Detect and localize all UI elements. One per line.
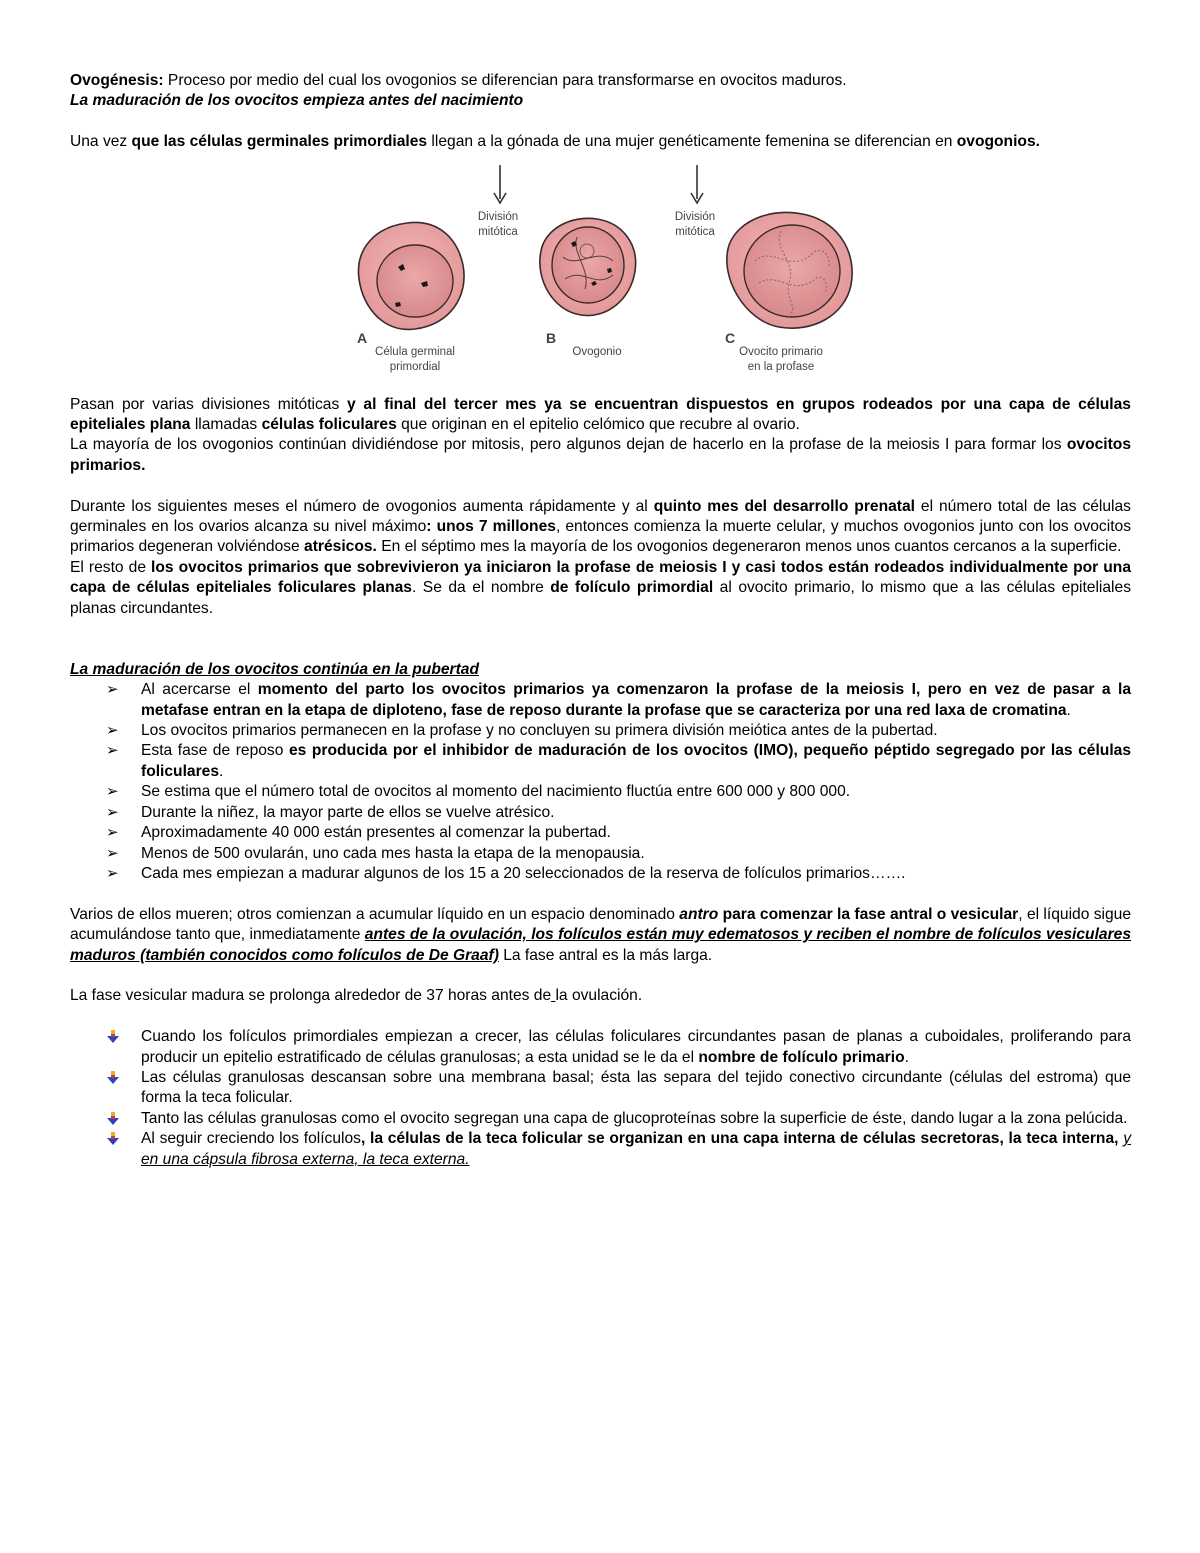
cell-b-oogonium bbox=[540, 218, 636, 358]
arrow-1-label-2: mitótica bbox=[478, 225, 518, 238]
cell-a-primordial-germ-cell bbox=[357, 222, 464, 373]
bold-text: ovogonios. bbox=[956, 133, 1040, 151]
bold-text: : unos 7 millones bbox=[426, 518, 556, 536]
arrow-bullet-icon: ➢ bbox=[106, 681, 119, 699]
text: el número total de las células germinales en los ovarios alcanza su nivel máximo bbox=[70, 497, 1131, 536]
paragraph-7 bbox=[70, 986, 1131, 1006]
arrow-2-label-1: División bbox=[674, 210, 716, 223]
text: Durante la niñez, la mayor parte de ellos se vuelve atrésico. bbox=[141, 803, 555, 821]
document-content bbox=[70, 71, 1131, 1170]
list-item bbox=[70, 1109, 1131, 1129]
cell-c-label-1: Ovocito primario bbox=[739, 345, 823, 358]
text: Pasan por varias divisiones mitóticas bbox=[70, 395, 347, 413]
intro-subtitle-line bbox=[70, 91, 1131, 111]
text: la ovulación. bbox=[555, 987, 643, 1005]
bold-text: ovocitos primarios. bbox=[70, 436, 1131, 474]
text: En el séptimo mes la mayoría de los ovogonios degeneraron menos unos cuantos cercanos a la superficie. bbox=[376, 538, 1122, 556]
text: . bbox=[219, 762, 224, 780]
italic-underlined-text: y en una cápsula fibrosa externa, la teca externa. bbox=[141, 1130, 1131, 1168]
text: La fase bbox=[498, 946, 555, 964]
arrow-bullet-icon: ➢ bbox=[106, 722, 119, 740]
text: que originan en el epitelio celómico que recubre al ovario. bbox=[396, 416, 800, 434]
list-item bbox=[70, 741, 1131, 782]
arrow-bullet-icon: ➢ bbox=[106, 803, 119, 821]
text: Una vez bbox=[70, 133, 132, 151]
cell-c-letter: C bbox=[725, 329, 736, 346]
list-item bbox=[70, 844, 1131, 864]
bold-italic-underlined-text: antes de la ovulación, los folículos están muy edematosos y reciben el nombre de folículos vesiculares maduros (también conocidos como folículos de De Graaf) bbox=[70, 926, 1131, 964]
list-item bbox=[70, 721, 1131, 741]
text: Se estima que el número total de ovocitos al momento del nacimiento fluctúa entre 600 000 y 800 000. bbox=[141, 783, 851, 801]
cell-a-label-1: Célula germinal bbox=[375, 345, 455, 358]
list-item bbox=[70, 1068, 1131, 1109]
text: Cada mes empiezan a madurar algunos de los 15 a 20 seleccionados de la reserva de folículos primarios……. bbox=[141, 864, 906, 882]
text: . Se da el nombre bbox=[411, 579, 551, 597]
text: El resto de bbox=[70, 558, 152, 576]
arrow-down-bullet-icon bbox=[106, 1030, 120, 1044]
intro-subtitle: La maduración de los ovocitos empieza antes del nacimiento bbox=[70, 92, 524, 110]
text: . bbox=[904, 1048, 909, 1066]
arrow-down-bullet-icon bbox=[106, 1071, 120, 1085]
arrow-down-bullet-icon bbox=[106, 1112, 120, 1126]
section-2-heading: La maduración de los ovocitos continúa en la pubertad bbox=[70, 660, 479, 678]
text: , el líquido sigue acumulándose tanto que, inmediatamente bbox=[70, 905, 1132, 944]
cell-a-label-2: primordial bbox=[389, 360, 441, 373]
cell-a-letter: A bbox=[357, 329, 368, 346]
paragraph-4 bbox=[70, 497, 1131, 558]
bold-italic-text: antro bbox=[679, 905, 719, 923]
cell-b-label-1: Ovogonio bbox=[572, 345, 622, 358]
bold-text: los ovocitos primarios que sobrevivieron ya iniciaron la profase de meiosis I y casi todos están rodeados individualmente por una capa de células epiteliales foliculares planas bbox=[70, 558, 1132, 597]
bold-text: y al final del tercer mes ya se encuentran dispuestos en grupos rodeados por una capa de células epiteliales plana bbox=[70, 395, 1131, 434]
text: llegan a la gónada de una mujer genéticamente femenina se diferencian en bbox=[427, 133, 957, 151]
pubertad-list bbox=[70, 680, 1131, 884]
paragraph-2 bbox=[70, 395, 1131, 436]
text: . bbox=[1066, 701, 1071, 719]
bold-text: , la células de la teca folicular se organizan en una capa interna de células secretoras, la teca interna, bbox=[360, 1130, 1119, 1148]
arrow-bullet-icon: ➢ bbox=[106, 864, 119, 882]
intro-definition: Proceso por medio del cual los ovogonios se diferencian para transformarse en ovocitos maduros. bbox=[163, 72, 847, 89]
intro-term: Ovogénesis: bbox=[70, 72, 164, 89]
arrow-bullet-icon: ➢ bbox=[106, 783, 119, 801]
list-item bbox=[70, 1129, 1131, 1170]
bold-text: que las células germinales primordiales bbox=[131, 133, 428, 151]
text: Las células granulosas descansan sobre una membrana basal; ésta las separa del tejido conectivo circundante (células del estroma) que forma la teca folicular. bbox=[141, 1068, 1131, 1107]
arrow-bullet-icon: ➢ bbox=[106, 844, 119, 862]
text: La fase vesicular madura se prolonga alrededor de 37 horas antes de bbox=[70, 987, 552, 1005]
arrow-2-label-2: mitótica bbox=[675, 225, 715, 238]
text: al ovocito primario, lo mismo que a las células epiteliales planas circundantes. bbox=[70, 579, 1131, 617]
cell-c-primary-oocyte bbox=[725, 212, 852, 372]
bold-text: atrésicos. bbox=[304, 538, 377, 556]
list-item bbox=[70, 782, 1131, 802]
bold-text: momento del parto los ovocitos primarios ya comenzaron la profase de la meiosis I, pero en vez de pasar a la metafase entran en la etapa de diploteno, fase de reposo durante la profase que se caracteriza por una red laxa de cromatina bbox=[141, 681, 1131, 719]
paragraph-6 bbox=[70, 905, 1131, 966]
text: , entonces comienza la muerte celular, y muchos ovogonios junto con los ovocitos primarios degeneran volviéndose bbox=[70, 518, 1131, 556]
text: Durante los siguientes meses el número de ovogonios aumenta rápidamente y al bbox=[70, 497, 654, 515]
arrow-1-label-1: División bbox=[477, 210, 519, 223]
list-item bbox=[70, 680, 1131, 721]
ovogenesis-figure bbox=[70, 157, 1131, 389]
text: Menos de 500 ovularán, uno cada mes hasta la etapa de la menopausia. bbox=[141, 844, 645, 862]
text: La mayoría de los ovogonios continúan dividiéndose por mitosis, pero algunos dejan de hacerlo en la profase de la meiosis I para formar los bbox=[70, 436, 1067, 454]
bold-text: de folículo primordial bbox=[550, 579, 714, 597]
list-item bbox=[70, 1027, 1131, 1068]
paragraph-5 bbox=[70, 558, 1131, 619]
text: llamadas bbox=[190, 416, 262, 434]
text: antral es la más larga. bbox=[554, 946, 713, 964]
cell-b-letter: B bbox=[546, 329, 557, 346]
bold-text: células foliculares bbox=[261, 416, 397, 434]
text: Los ovocitos primarios permanecen en la profase y no concluyen su primera división meiótica antes de la pubertad. bbox=[141, 722, 938, 740]
arrow-bullet-icon: ➢ bbox=[106, 824, 119, 842]
text: Al seguir creciendo los folículos bbox=[141, 1130, 361, 1148]
division-arrow-1 bbox=[478, 165, 519, 238]
list-item bbox=[70, 864, 1131, 884]
folicular-list bbox=[70, 1027, 1131, 1170]
bold-text: nombre de folículo primario bbox=[698, 1048, 905, 1066]
text: Al acercarse el bbox=[141, 681, 258, 699]
paragraph-3 bbox=[70, 435, 1131, 476]
cell-c-label-2: en la profase bbox=[747, 360, 815, 373]
text: Aproximadamente 40 000 están presentes al comenzar la pubertad. bbox=[141, 824, 611, 842]
arrow-bullet-icon: ➢ bbox=[106, 742, 119, 760]
bold-text: es producida por el inhibidor de maduración de los ovocitos (IMO), pequeño péptido segregado por las células foliculares bbox=[141, 742, 1131, 780]
bold-text: quinto mes del desarrollo prenatal bbox=[653, 497, 915, 515]
text: Esta fase de reposo bbox=[141, 742, 289, 760]
division-arrow-2 bbox=[675, 165, 716, 238]
bold-text: para comenzar la fase antral o vesicular bbox=[718, 905, 1019, 923]
list-item bbox=[70, 803, 1131, 823]
text: Varios de ellos mueren; otros comienzan a acumular líquido en un espacio denominado bbox=[70, 905, 680, 923]
intro-line bbox=[70, 71, 1131, 91]
text: Tanto las células granulosas como el ovocito segregan una capa de glucoproteínas sobre la superficie de éste, dando lugar a la zona pelúcida. bbox=[141, 1109, 1128, 1127]
paragraph-1 bbox=[70, 132, 1131, 152]
arrow-down-bullet-icon bbox=[106, 1132, 120, 1146]
text: Cuando los folículos primordiales empiezan a crecer, las células foliculares circundantes pasan de planas a cuboidales, proliferando para producir un epitelio estratificado de células granulosas; a esta unidad se le da el bbox=[141, 1028, 1131, 1066]
cell-diagram bbox=[345, 157, 865, 389]
section-2-heading-line bbox=[70, 660, 1131, 680]
list-item bbox=[70, 823, 1131, 843]
